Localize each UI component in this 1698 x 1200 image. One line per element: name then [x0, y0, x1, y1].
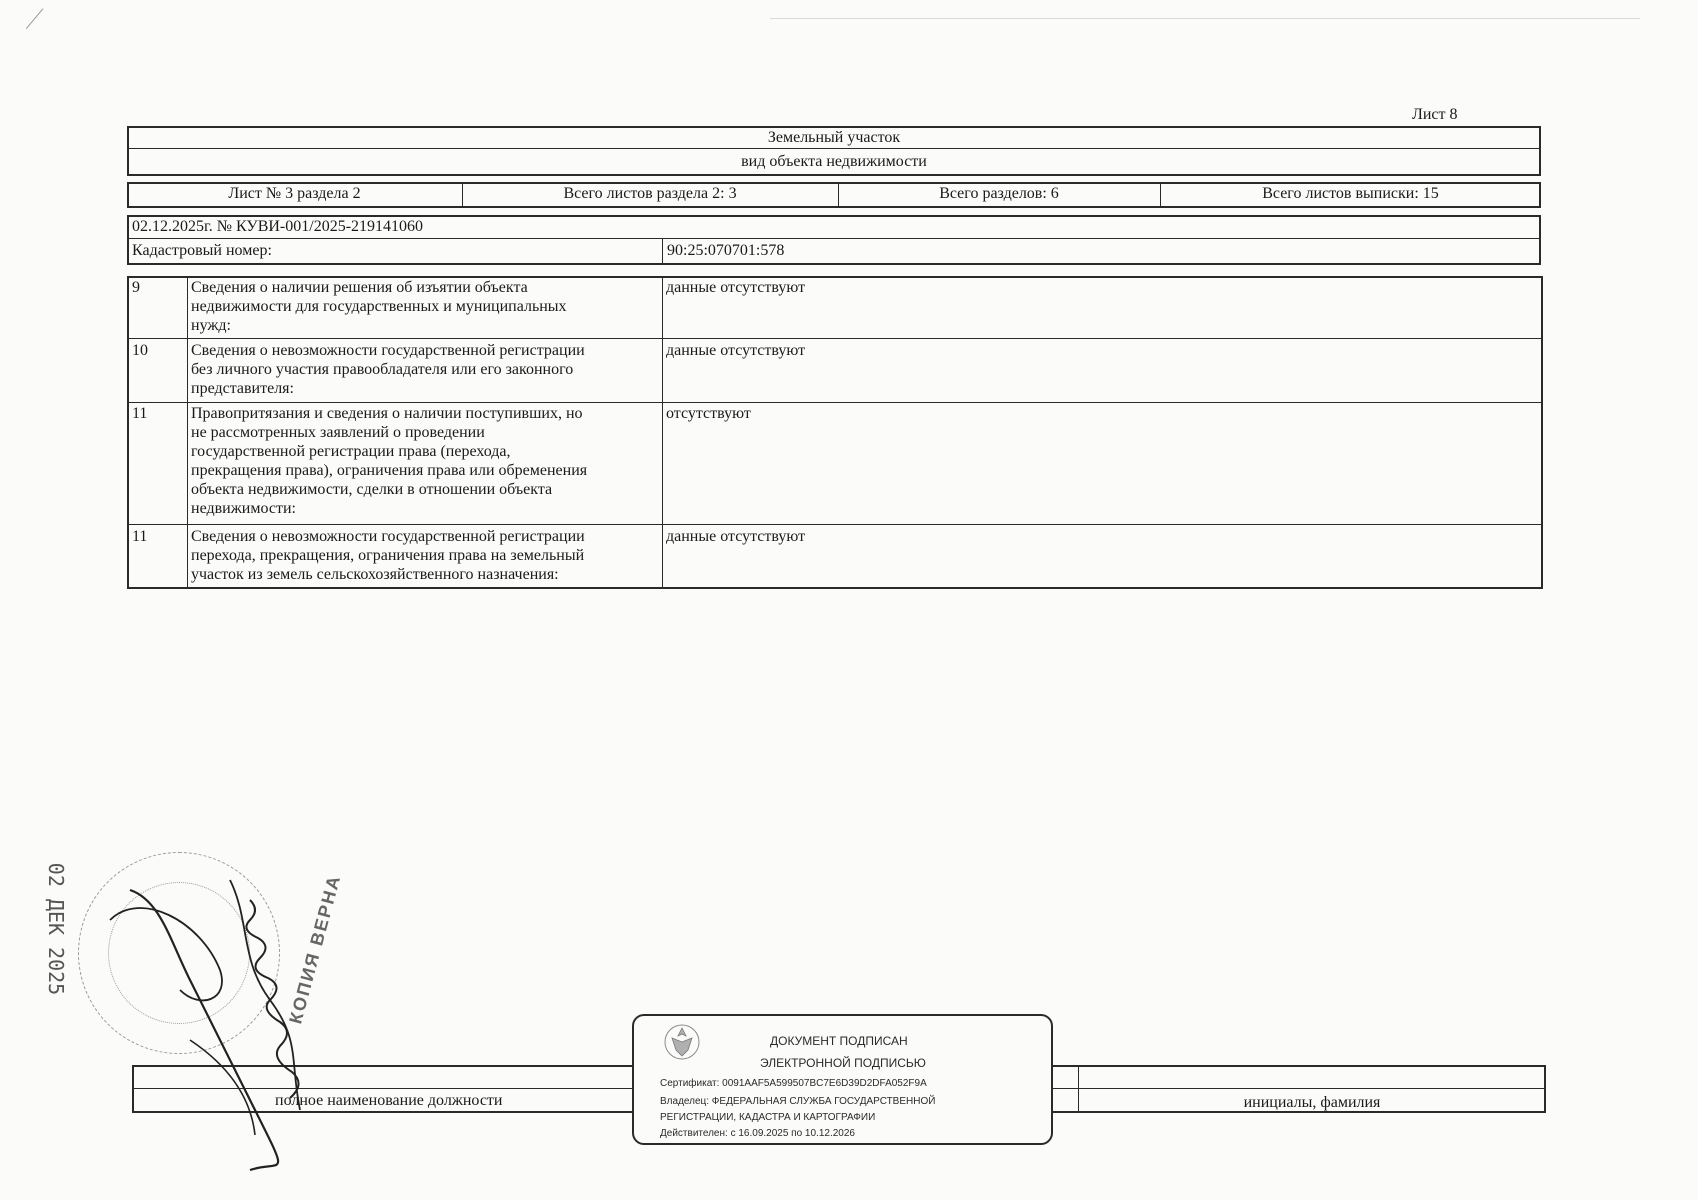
date-stamp: 02 ДЕК 2025: [44, 862, 69, 996]
table-row-value: данные отсутствуют: [666, 279, 806, 296]
sheet-of-section: Лист № 3 раздела 2: [228, 185, 361, 202]
signature-line2: ЭЛЕКТРОННОЙ ПОДПИСЬЮ: [760, 1056, 926, 1070]
doc-reference: 02.12.2025г. № КУВИ-001/2025-219141060: [132, 218, 424, 235]
title-line: Правопритязания и сведения о наличии поступивших, но: [191, 405, 583, 422]
total-section-sheets: Всего листов раздела 2: 3: [563, 185, 737, 202]
total-sections: Всего разделов: 6: [939, 185, 1059, 202]
name-caption: инициалы, фамилия: [1243, 1094, 1381, 1111]
emblem-icon: [660, 1020, 704, 1064]
table-row-title: [191, 341, 661, 398]
title-line: участок из земель сельскохозяйственного назначения:: [191, 566, 559, 583]
total-extract-sheets: Всего листов выписки: 15: [1262, 185, 1439, 202]
header-divider: [129, 148, 1539, 149]
table-row-number: 10: [132, 342, 148, 359]
object-type-caption: вид объекта недвижимости: [741, 153, 927, 170]
cadastral-value: 90:25:070701:578: [667, 242, 785, 259]
title-line: не рассмотренных заявлений о проведении: [191, 424, 485, 441]
object-type: Земельный участок: [767, 129, 901, 146]
table-row-divider: [129, 338, 1541, 339]
title-line: Сведения о невозможности государственной регистрации: [191, 342, 585, 359]
title-line: Сведения о невозможности государственной регистрации: [191, 528, 585, 545]
cadastral-divider: [662, 239, 663, 264]
signature-owner-line2: РЕГИСТРАЦИИ, КАДАСТРА И КАРТОГРАФИИ: [660, 1112, 876, 1123]
title-line: недвижимости для государственных и муниципальных: [191, 298, 567, 315]
table-row-value: данные отсутствуют: [666, 528, 806, 545]
sheet-label: Лист 8: [1412, 106, 1458, 123]
signature-validity: Действителен: с 16.09.2025 по 10.12.2026: [660, 1128, 855, 1139]
table-row-value: отсутствуют: [666, 405, 751, 422]
copy-stamp: КОПИЯ ВЕРНА: [285, 872, 345, 1026]
handwritten-signature: [80, 860, 360, 1180]
title-line: Сведения о наличии решения об изъятии объекта: [191, 279, 528, 296]
table-row-divider: [129, 402, 1541, 403]
table-row-value: данные отсутствуют: [666, 342, 806, 359]
table-row-number: 11: [132, 405, 148, 422]
table-row-divider: [129, 524, 1541, 525]
title-line: недвижимости:: [191, 500, 296, 517]
table-row-number: 9: [132, 279, 140, 296]
table-row-number: 11: [132, 528, 148, 545]
table-row-title: [191, 278, 661, 335]
position-caption: полное наименование должности: [275, 1092, 503, 1109]
title-line: объекта недвижимости, сделки в отношении объекта: [191, 481, 553, 498]
scan-edge-line: [770, 18, 1640, 19]
table-col-divider-2: [662, 277, 663, 588]
table-row-title: [191, 527, 661, 584]
title-line: без личного участия правообладателя или его законного: [191, 361, 574, 378]
title-line: прекращения права), ограничения права или обременения: [191, 462, 588, 479]
title-line: государственной регистрации права (перехода,: [191, 443, 511, 460]
table-row-title: [191, 404, 661, 518]
title-line: представителя:: [191, 380, 294, 397]
cadastral-label: Кадастровый номер:: [132, 242, 272, 259]
signature-certificate: Сертификат: 0091AAF5A599507BC7E6D39D2DFA052F9A: [660, 1078, 927, 1089]
title-line: нужд:: [191, 317, 231, 334]
reference-divider: [129, 238, 1539, 239]
signature-line1: ДОКУМЕНТ ПОДПИСАН: [770, 1034, 908, 1048]
signature-owner-line1: Владелец: ФЕДЕРАЛЬНАЯ СЛУЖБА ГОСУДАРСТВЕННОЙ: [660, 1096, 936, 1107]
scan-mark: [26, 8, 44, 29]
table-col-divider-1: [187, 277, 188, 588]
title-line: перехода, прекращения, ограничения права на земельный: [191, 547, 585, 564]
